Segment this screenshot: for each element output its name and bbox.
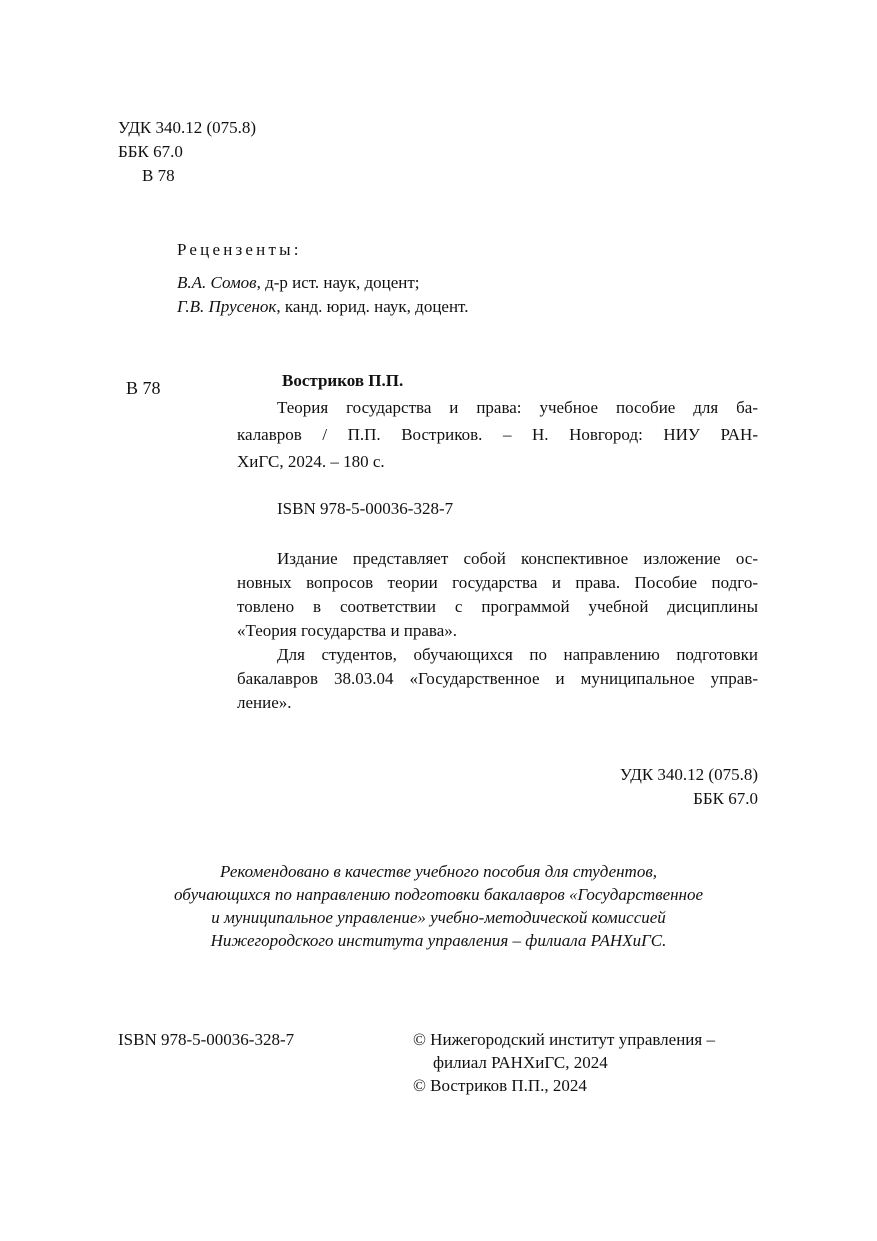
annotation-line-3: товлено в соответствии с программой учебной дисциплины [237,597,758,616]
reviewer-2-name: Г.В. Прусенок [177,297,277,316]
isbn-footer: ISBN 978-5-00036-328-7 [118,1030,295,1049]
reviewer-1 [177,273,420,293]
annotation-line-4: «Теория государства и права». [237,621,458,640]
copyright-institute-line-2: филиал РАНХиГС, 2024 [433,1053,608,1072]
description-line-3: ХиГС, 2024. – 180 с. [237,452,385,471]
udk-code-top: УДК 340.12 (075.8) [118,118,257,137]
recommendation-line-1: Рекомендовано в качестве учебного пособия для студентов, [220,862,657,881]
isbn-card: ISBN 978-5-00036-328-7 [277,499,454,518]
udk-code-card: УДК 340.12 (075.8) [619,765,758,784]
reviewer-2 [177,297,468,317]
author-mark-card: В 78 [126,378,161,398]
reviewers-heading: Рецензенты: [177,240,302,259]
reviewer-1-name: В.А. Сомов [177,273,257,292]
author-mark-top: В 78 [142,166,175,185]
author-name: Востриков П.П. [282,371,404,390]
copyright-author: © Востриков П.П., 2024 [413,1076,587,1095]
audience-line-1: Для студентов, обучающихся по направлению подготовки [277,645,758,664]
description-line-2: калавров / П.П. Востриков. – Н. Новгород: НИУ РАН- [237,425,758,444]
recommendation-line-2: обучающихся по направлению подготовки бакалавров «Государственное [173,885,704,904]
audience-line-2: бакалавров 38.03.04 «Государственное и муниципальное управ- [237,669,758,688]
annotation-line-2: новных вопросов теории государства и права. Пособие подго- [237,573,758,592]
recommendation-line-4: Нижегородского института управления – филиала РАНХиГС. [210,931,667,950]
reviewer-1-details: , д-р ист. наук, доцент; [256,273,420,292]
annotation-line-1: Издание представляет собой конспективное изложение ос- [277,549,758,568]
recommendation-line-3: и муниципальное управление» учебно-методической комиссией [211,908,666,927]
copyright-institute-line-1: © Нижегородский институт управления – [413,1030,715,1049]
reviewer-2-details: , канд. юрид. наук, доцент. [276,297,469,316]
description-line-1: Теория государства и права: учебное пособие для ба- [277,398,758,417]
audience-line-3: ление». [237,693,292,712]
bbk-code-card: ББК 67.0 [693,789,758,808]
bbk-code-top: ББК 67.0 [118,142,183,161]
